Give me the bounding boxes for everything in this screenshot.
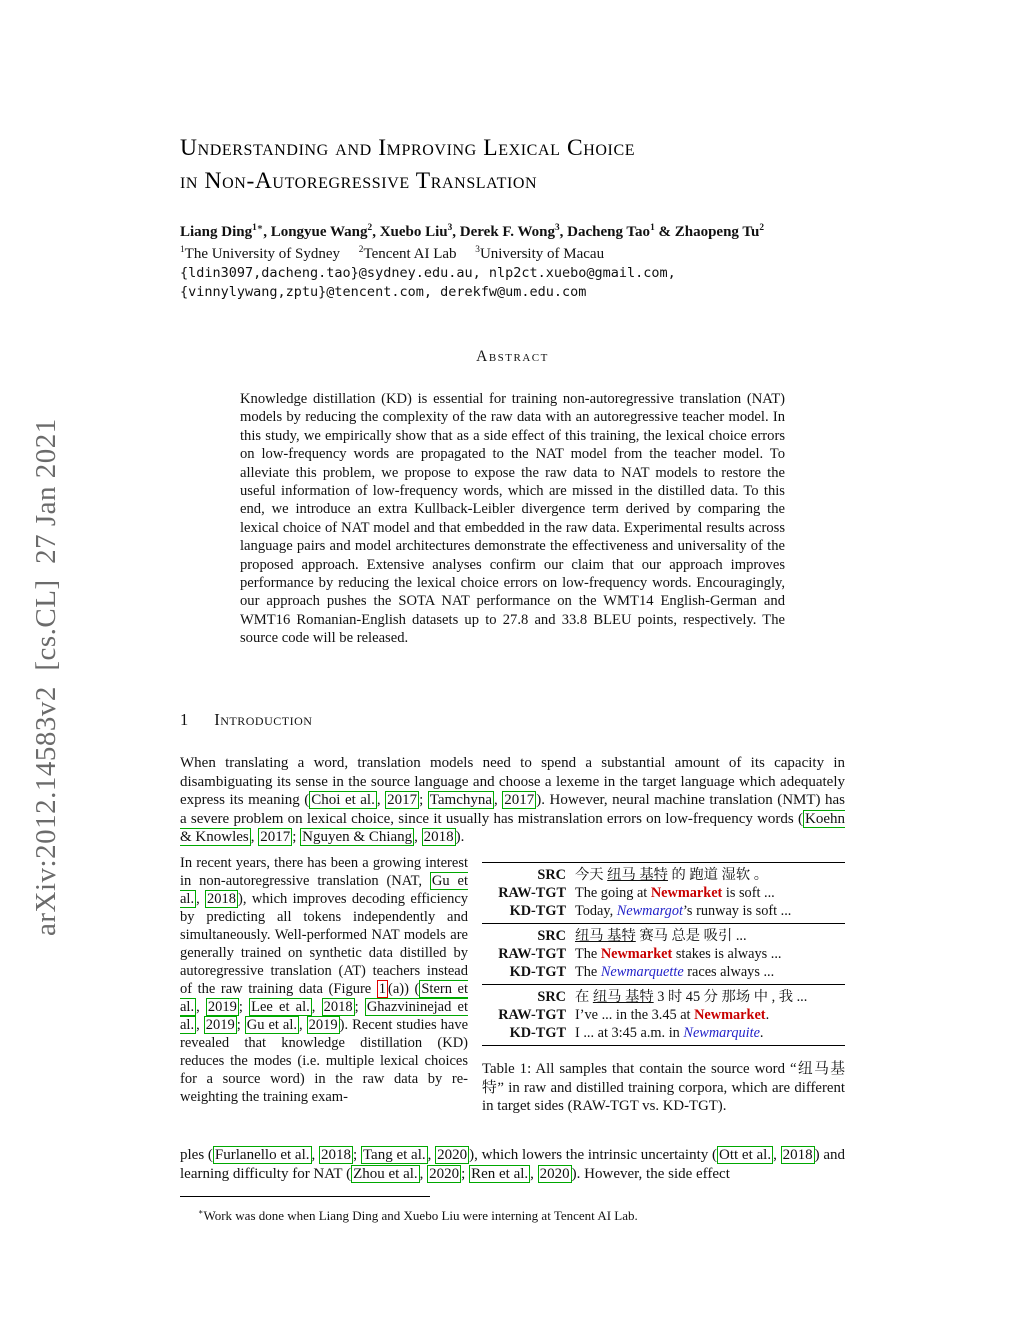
section-heading-introduction <box>180 710 845 730</box>
text-segment: Newmarket <box>694 1007 766 1023</box>
table-1-caption: Table 1: All samples that contain the source word “纽马基特” in raw and distilled training corpora, which are different in target sides (RAW-TGT vs. KD-TGT). <box>482 1061 845 1115</box>
citation-link[interactable]: 2020 <box>429 1165 460 1182</box>
citation-link[interactable]: Furlanello et al. <box>214 1147 310 1163</box>
text-segment: ) and learning difficulty for NAT ( <box>180 1147 846 1182</box>
row-label: RAW-TGT <box>498 946 566 962</box>
text-segment: 在 <box>575 989 593 1005</box>
text-segment: ). Recent studies have revealed that knowledge distillation (KD) reduces the modes (i.e. multiple lexical choices for a source word) in the raw data by re-weighting the training exam- <box>180 1017 469 1105</box>
text-segment: ; <box>238 999 250 1015</box>
footnote <box>180 1208 818 1224</box>
table-row <box>482 866 845 884</box>
table-row <box>482 945 845 963</box>
text-segment: ; <box>461 1165 470 1182</box>
footnote-rule <box>180 1196 430 1197</box>
text-segment: Newmarquite <box>683 1025 760 1041</box>
arxiv-watermark: arXiv:2012.14583v2 [cs.CL] 27 Jan 2021 <box>30 418 62 936</box>
text-segment: , <box>414 829 422 846</box>
citation-link[interactable]: 2018 <box>207 891 237 907</box>
text-segment: , <box>372 224 380 240</box>
text-segment: , <box>311 1147 320 1163</box>
text-segment: & <box>654 224 675 240</box>
text-segment: 纽马 基特 <box>592 989 654 1005</box>
text-segment: Today, <box>575 903 617 919</box>
text-segment: ). <box>455 829 465 846</box>
table-row <box>482 1006 845 1024</box>
text-segment: , <box>427 1147 436 1163</box>
text-segment: , <box>250 829 259 846</box>
text-segment: Work was done when Liang Ding and Xuebo Liu were interning at Tencent AI Lab. <box>203 1208 638 1223</box>
row-label: KD-TGT <box>509 1025 566 1041</box>
text-segment: 今天 <box>575 867 608 883</box>
title-line-2: in Non-Autoregressive Translation <box>180 168 538 194</box>
table-row <box>482 884 845 902</box>
text-segment: (a)) ( <box>388 981 420 997</box>
text-segment: . <box>765 1007 770 1023</box>
table-1 <box>482 862 845 1046</box>
text-segment: 1 <box>180 245 185 255</box>
section-number: 1 <box>180 710 189 729</box>
text-segment: Newmargot <box>616 903 683 919</box>
citation-link[interactable]: Choi et al. <box>311 792 375 809</box>
citation-link[interactable]: Tamchyna <box>429 792 493 809</box>
email-line-1: {ldin3097,dacheng.tao}@sydney.edu.au, nlp2ct.xuebo@gmail.com, <box>180 265 676 281</box>
text-segment: 的 跑道 湿软 。 <box>667 867 769 883</box>
citation-link[interactable]: 2018 <box>423 829 454 846</box>
citation-link[interactable]: Ghazvininejad et al. <box>180 999 469 1033</box>
table-group-2 <box>482 923 845 984</box>
text-segment: 纽马 基特 <box>575 928 636 944</box>
text-segment: Longyue Wang <box>270 224 368 240</box>
row-label: RAW-TGT <box>498 1007 566 1023</box>
text-segment: 赛马 总是 吸引 ... <box>635 928 747 944</box>
citation-link[interactable]: 2020 <box>437 1147 468 1163</box>
text-segment: is soft ... <box>722 885 775 901</box>
citation-link[interactable]: Gu et al. <box>180 873 468 907</box>
text-segment: When translating a word, translation models need to spend a substantial amount of its capacity in disambiguating its sense in the source language and choose a lexeme in the target language which adequately express its meaning ( <box>180 755 845 809</box>
text-segment: Xuebo Liu <box>379 224 448 240</box>
abstract-body: Knowledge distillation (KD) is essential for training non-autoregressive translation (NAT) models by reducing the complexity of the raw data with an autoregressive teacher model. In this study, we empirically show that as a side effect of this training, the lexical choice errors on low-frequency words are propagated to the NAT model from the teacher model. To alleviate this problem, we propose to expose the raw data to NAT models to restore the useful information of low-frequency words, which are missed in the distilled data. To this end, we introduce an extra Kullback-Leibler divergence term derived by comparing the lexical choice of NAT model and that embedded in the raw data. Experimental results across language pairs and model architectures demonstrate the effectiveness and universality of the proposed approach. Extensive analyses confirm our claim that our approach improves performance by reducing the lexical choice errors on low-frequency words. Encouragingly, our approach pushes the SOTA NAT performance on the WMT14 English-German and WMT16 Romanian-English datasets up to 27.8 and 33.8 BLEU points, respectively. The source code will be released. <box>240 391 785 647</box>
citation-link[interactable]: 2018 <box>323 999 353 1015</box>
text-segment: The University of Sydney <box>184 246 359 262</box>
row-content <box>566 884 845 902</box>
citation-link[interactable]: Koehn & Knowles <box>180 810 845 846</box>
text-segment: ; <box>236 1017 245 1033</box>
table-row <box>482 988 845 1006</box>
citation-link[interactable]: Stern et al. <box>180 981 468 1015</box>
text-segment: Tencent AI Lab <box>363 246 476 262</box>
text-segment: Zhaopeng Tu <box>674 224 760 240</box>
text-segment: 2 <box>367 223 373 233</box>
author-block <box>180 222 845 302</box>
text-segment: Dacheng Tao <box>567 224 651 240</box>
citation-link[interactable]: 2017 <box>260 829 291 846</box>
text-segment: , <box>530 1165 538 1182</box>
row-content <box>566 963 845 981</box>
text-segment: 3 <box>447 223 453 233</box>
text-segment: The going at <box>575 885 651 901</box>
citation-link[interactable]: 2019 <box>207 999 237 1015</box>
row-content <box>566 988 845 1006</box>
table-row <box>482 927 845 945</box>
row-label: RAW-TGT <box>498 885 566 901</box>
row-label: KD-TGT <box>509 903 566 919</box>
row-label: SRC <box>537 867 566 883</box>
text-segment: Liang Ding <box>180 224 253 240</box>
citation-link[interactable]: Zhou et al. <box>353 1165 418 1182</box>
citation-link[interactable]: Ott et al. <box>719 1147 772 1163</box>
text-segment: , <box>196 891 206 907</box>
email-line-2: {vinnylywang,zptu}@tencent.com, derekfw@um.edu.com <box>180 284 587 300</box>
text-segment: University of Macau <box>479 246 605 262</box>
text-segment: I’ve ... in the 3.45 at <box>575 1007 695 1023</box>
row-label: KD-TGT <box>509 964 566 980</box>
text-segment: 3 时 45 分 那场 中 , 我 ... <box>653 989 808 1005</box>
text-segment: , <box>196 1017 204 1033</box>
authors-line <box>180 222 845 242</box>
text-segment: 3 <box>475 245 480 255</box>
text-segment: . <box>759 1025 764 1041</box>
page-title <box>180 132 845 198</box>
row-content <box>566 1006 845 1024</box>
citation-link[interactable]: Gu et al. <box>246 1017 298 1033</box>
text-segment: 3 <box>554 223 560 233</box>
text-segment: ples ( <box>180 1147 213 1163</box>
row-label: SRC <box>537 989 566 1005</box>
table-1-figure <box>482 854 845 1116</box>
text-segment: ; <box>354 999 365 1015</box>
citation-link[interactable]: 2018 <box>782 1147 813 1163</box>
table-row <box>482 1024 845 1042</box>
table-group-1 <box>482 862 845 923</box>
text-segment: ), which improves decoding efficiency by predicting all tokens independently and simultaneously. Well-performed NAT models are generally trained on synthetic data distilled by autoregressive translation (AT) teachers instead of the raw training data (Figure <box>180 891 469 997</box>
text-segment: In recent years, there has been a growing interest in non-autoregressive translation (NAT, <box>180 855 468 889</box>
row-content <box>566 1024 845 1042</box>
affiliations-line <box>180 244 845 264</box>
text-segment: Newmarket <box>600 946 673 962</box>
table-row <box>482 902 845 920</box>
citation-link[interactable]: Nguyen & Chiang <box>302 829 413 846</box>
text-segment: ), which lowers the intrinsic uncertainty ( <box>469 1147 718 1163</box>
text-segment: The <box>575 946 601 962</box>
abstract-heading: Abstract <box>476 348 549 365</box>
intro-paragraph-1 <box>180 754 845 847</box>
text-segment: 纽马 基特 <box>607 867 668 883</box>
text-segment: , <box>311 999 322 1015</box>
citation-link[interactable]: 2019 <box>308 1017 338 1033</box>
text-segment: , <box>773 1147 781 1163</box>
text-segment: 2 <box>358 245 364 255</box>
text-segment: ’s runway is soft ... <box>682 903 792 919</box>
intro-paragraph-3 <box>180 1146 845 1183</box>
text-segment: , <box>263 224 271 240</box>
text-segment: , <box>452 224 460 240</box>
text-segment: Newmarquette <box>600 964 684 980</box>
text-segment: races always ... <box>683 964 775 980</box>
row-content <box>566 866 845 884</box>
citation-link[interactable]: 2018 <box>321 1147 352 1163</box>
text-segment: , <box>419 1165 428 1182</box>
two-column-block <box>180 854 845 1116</box>
citation-link[interactable]: 2020 <box>539 1165 570 1182</box>
citation-link[interactable]: Ren et al. <box>471 1165 529 1182</box>
text-segment: , <box>196 999 206 1015</box>
text-segment: 2 <box>759 223 765 233</box>
row-content <box>566 927 845 945</box>
citation-link[interactable]: 2017 <box>504 792 535 809</box>
text-segment: ∗ <box>198 1207 204 1217</box>
text-segment: The <box>575 964 601 980</box>
citation-link[interactable]: 2017 <box>387 792 418 809</box>
text-segment: , <box>376 792 386 809</box>
text-segment: ; <box>353 1147 361 1163</box>
citation-link[interactable]: Lee et al. <box>251 999 310 1015</box>
text-segment: Derek F. Wong <box>459 224 555 240</box>
text-segment: ). However, neural machine translation (NMT) has a severe problem on lexical choice, since it usually has mistranslation errors on low-frequency words ( <box>180 792 846 827</box>
citation-link[interactable]: Tang et al. <box>362 1147 426 1163</box>
text-segment: Newmarket <box>650 885 723 901</box>
table-group-3 <box>482 984 845 1046</box>
section-title: Introduction <box>214 710 313 729</box>
text-segment: 1∗ <box>252 223 264 233</box>
citation-link[interactable]: 2019 <box>205 1017 235 1033</box>
text-segment: ; <box>419 792 428 809</box>
table-row <box>482 963 845 981</box>
intro-paragraph-2 <box>180 854 468 1116</box>
text-segment: stakes is always ... <box>672 946 782 962</box>
title-line-1: Understanding and Improving Lexical Choice <box>180 135 636 161</box>
figure-ref-link[interactable]: 1 <box>378 981 387 997</box>
row-content <box>566 902 845 920</box>
text-segment: ). However, the side effect <box>571 1165 730 1182</box>
text-segment: I ... at 3:45 a.m. in <box>575 1025 684 1041</box>
text-segment: , <box>494 792 503 809</box>
row-label: SRC <box>537 928 566 944</box>
text-segment: , <box>299 1017 307 1033</box>
row-content <box>566 945 845 963</box>
text-segment: , <box>559 224 568 240</box>
text-segment: ; <box>292 829 301 846</box>
text-segment: 1 <box>650 223 655 233</box>
